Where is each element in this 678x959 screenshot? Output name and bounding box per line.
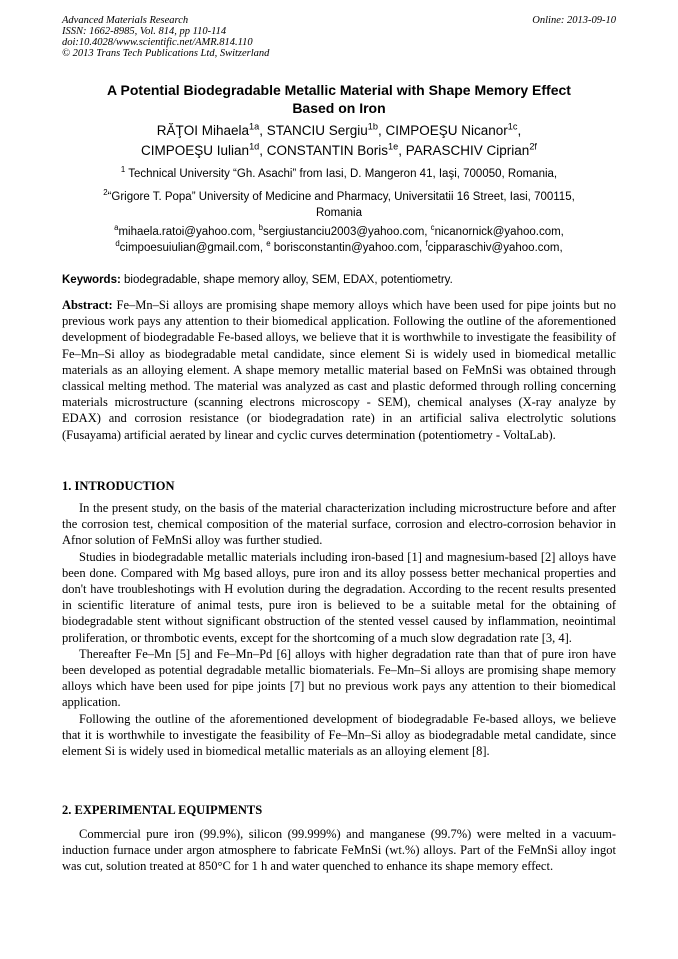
email-line-2 bbox=[62, 238, 616, 257]
email-line-1 bbox=[62, 225, 616, 241]
issn-line: ISSN: 1662-8985, Vol. 814, pp 110-114 bbox=[62, 26, 227, 37]
section-heading-experimental: 2. EXPERIMENTAL EQUIPMENTS bbox=[62, 803, 263, 817]
author-line-1: RĂŢOI Mihaela$^{1a}$, STANCIU Sergiu$^{1b}$, CIMPOEŞU Nicanor$^{1c}$, bbox=[156, 121, 522, 138]
email-sup: b bbox=[258, 223, 263, 233]
introduction-body bbox=[62, 500, 616, 759]
email-list bbox=[62, 225, 616, 256]
paragraph: In the present study, on the basis of the material characterization including microstructure before and after the corrosion test, chemical composition of the material surface, corrosion and electro-corrosion behavior in Afnor solution of FeMnSi alloy was further studied. bbox=[62, 501, 616, 548]
email-link[interactable]: cimpoesuiulian@gmail.com, bbox=[119, 241, 264, 254]
email-link[interactable]: mihaela.ratoi@yahoo.com, bbox=[118, 226, 256, 238]
copyright-line: © 2013 Trans Tech Publications Ltd, Switzerland bbox=[62, 48, 270, 59]
paper-title bbox=[62, 82, 616, 117]
title-line-1: A Potential Biodegradable Metallic Material with Shape Memory Effect bbox=[107, 82, 571, 98]
author-sup: 1e bbox=[388, 141, 399, 152]
affiliation-sup: 1 bbox=[120, 165, 126, 175]
abstract-label: Abstract: bbox=[62, 298, 113, 312]
online-date: Online: 2013-09-10 bbox=[532, 15, 616, 26]
affiliation-sup: 2 bbox=[103, 188, 108, 198]
author-name: PARASCHIV Ciprian bbox=[405, 143, 530, 158]
abstract-text: Fe–Mn–Si alloys are promising shape memory alloys which have been used for pipe joints but no previous work pays any attention to their biomedical application. Following the outline of the aforementioned development of biodegradable Fe-based alloys, we believe that it is worthwhile to investigate the feasibility of Fe–Mn–Si alloy as biodegradable metal candidate, since element Si is widely used in biomedical metallic materials as an alloying element. A shape memory metallic material based on FeMnSi was obtained through classical melting method. The material was analyzed as cast and plastic deformed through rolling concerning materials microstructure (scanning electrons microscopy - SEM), chemical analyses (X-ray analyze by EDAX) and corrosion resistance (or biodegradation rate) in an artificial saliva electrolytic solutions (Fusayama) artificial aerated by linear and cyclic curves determination (potentiometry - VoltaLab). bbox=[62, 298, 616, 442]
email-sup: a bbox=[114, 223, 119, 233]
author-list bbox=[62, 121, 616, 161]
author-name: CIMPOEŞU Iulian bbox=[141, 143, 250, 158]
email-sup: e bbox=[266, 238, 271, 248]
title-line-2: Based on Iron bbox=[292, 99, 386, 116]
keywords-label: Keywords: bbox=[62, 274, 121, 286]
affiliation-2 bbox=[62, 189, 616, 221]
keywords bbox=[62, 273, 616, 288]
journal-name: Advanced Materials Research bbox=[62, 15, 189, 26]
email-sup: d bbox=[115, 238, 120, 248]
email-link[interactable]: sergiustanciu2003@yahoo.com, bbox=[263, 226, 428, 238]
email-sup: c bbox=[430, 223, 435, 233]
paragraph: Thereafter Fe–Mn [5] and Fe–Mn–Pd [6] alloys with higher degradation rate than that of pure iron have been developed as potential degradable metallic biomaterials. Fe–Mn–Si alloys are promising shape memory alloys which have been used for pipe joints [7] but no previous work pays any attention to their biomedical application. bbox=[62, 646, 616, 710]
doi-line: doi:10.4028/www.scientific.net/AMR.814.110 bbox=[62, 37, 253, 48]
author-name: STANCIU Sergiu bbox=[266, 123, 368, 138]
paragraph: Studies in biodegradable metallic materials including iron-based [1] and magnesium-based [2] alloys have been done. Compared with Mg based alloys, pure iron and its alloy possess better mechanical properties and don't have troubleshotings with H evolution during the degradation. According to the recent results presented in scientific literature of animal tests, pure iron is believed to be a suitable metal for the obtaining of biodegradable stent without significant obstruction of the stented vessel caused by inflammation, neointimal proliferation, or thrombotic events, except for the shortcoming of a much slow degradation rate [3, 4]. bbox=[62, 549, 616, 645]
experimental-body bbox=[62, 826, 616, 875]
email-link[interactable]: cipparaschiv@yahoo.com, bbox=[427, 241, 563, 254]
author-name: CIMPOEŞU Nicanor bbox=[385, 123, 508, 138]
section-heading-introduction: 1. INTRODUCTION bbox=[62, 479, 175, 493]
author-sup: 1c bbox=[507, 121, 518, 132]
email-link[interactable]: nicanornick@yahoo.com, bbox=[434, 226, 564, 238]
affiliation-text: Technical University “Gh. Asachi” from Iasi, D. Mangeron 41, Iaşi, 700050, Romania, bbox=[128, 168, 558, 180]
author-sup: 2f bbox=[529, 141, 537, 152]
paragraph: Following the outline of the aforementioned development of biodegradable Fe-based alloys, we believe that it is worthwhile to investigate the feasibility of Fe–Mn–Si alloy as biodegradable metal candidate, since element Si is widely used in biomedical metallic materials as an alloying element [8]. bbox=[62, 711, 616, 759]
paragraph: Commercial pure iron (99.9%), silicon (99.999%) and manganese (99.7%) were melted in a vacuum-induction furnace under argon atmosphere to fabricate FeMnSi (wt.%) alloys. Part of the FeMnSi alloy ingot was cut, solution treated at 850°C for 1 h and water quenched to enhance its shape memory effect. bbox=[62, 827, 616, 874]
author-sup: 1a bbox=[249, 121, 260, 132]
author-sup: 1d bbox=[249, 141, 260, 152]
author-name: RĂŢOI Mihaela bbox=[156, 123, 250, 138]
running-header bbox=[62, 15, 616, 59]
affiliation-1 bbox=[62, 166, 616, 182]
affiliation-text-continued: Romania bbox=[315, 207, 363, 219]
abstract bbox=[62, 297, 616, 443]
author-line-2: CIMPOEŞU Iulian$^{1d}$, CONSTANTIN Boris$^{1e}$, PARASCHIV Ciprian$^{2f}$ bbox=[141, 141, 537, 158]
affiliation-text: “Grigore T. Popa” University of Medicine and Pharmacy, Universitatii 16 Street, Iasi, 700115, bbox=[107, 191, 575, 203]
email-sup: f bbox=[425, 238, 428, 248]
author-sup: 1b bbox=[367, 121, 378, 132]
email-link[interactable]: borisconstantin@yahoo.com, bbox=[273, 241, 423, 254]
author-name: CONSTANTIN Boris bbox=[266, 143, 389, 158]
keywords-text: biodegradable, shape memory alloy, SEM, EDAX, potentiometry. bbox=[124, 274, 453, 286]
